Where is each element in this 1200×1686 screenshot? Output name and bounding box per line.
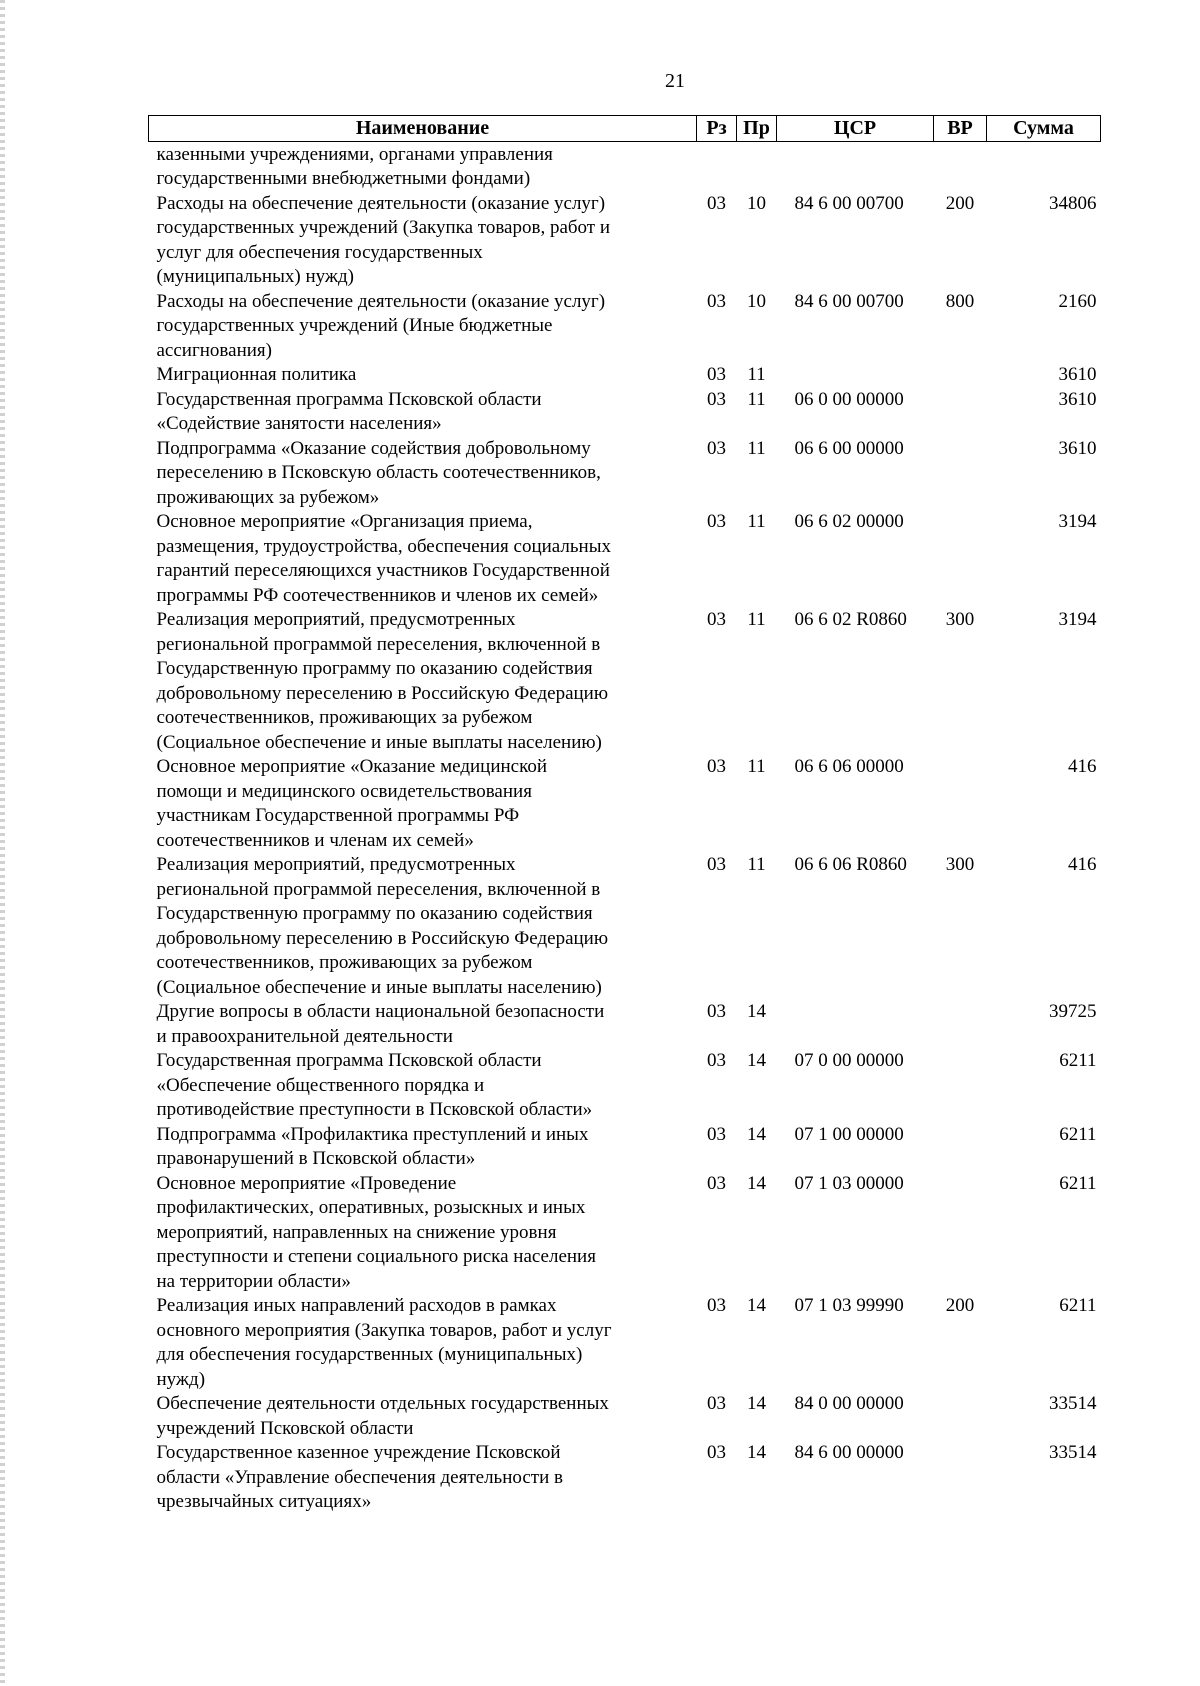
header-rz: Рз <box>697 116 737 142</box>
cell-name-line: соотечественников, проживающих за рубежом <box>156 707 533 728</box>
cell-rz <box>697 437 737 511</box>
cell-rz <box>697 1294 737 1392</box>
cell-rz <box>697 388 737 437</box>
cell-name <box>149 437 697 511</box>
cell-name-line: соотечественников, проживающих за рубежом <box>156 952 533 973</box>
cell-name-line: Государственную программу по оказанию содействия <box>156 658 593 679</box>
cell-vr <box>934 1000 987 1049</box>
cell-csr-line: 06 0 00 00000 <box>794 388 904 410</box>
cell-name-line: Подпрограмма «Профилактика преступлений и иных <box>156 1123 589 1145</box>
cell-sum-line: 6211 <box>1059 1295 1097 1316</box>
cell-vr <box>934 510 987 608</box>
cell-rz-line: 03 <box>707 1050 726 1071</box>
cell-sum <box>987 1172 1101 1295</box>
cell-rz-line: 03 <box>707 437 726 459</box>
table-row <box>149 1172 1101 1295</box>
cell-pr <box>737 437 777 511</box>
cell-pr <box>737 1441 777 1515</box>
cell-vr-line: 200 <box>945 192 975 214</box>
cell-name-line: Основное мероприятие «Оказание медицинской <box>156 756 548 777</box>
cell-sum-line: 6211 <box>1059 1172 1097 1194</box>
cell-rz-line: 03 <box>707 1001 726 1022</box>
cell-sum-line: 33514 <box>1049 1393 1097 1414</box>
cell-pr <box>737 1172 777 1295</box>
cell-name <box>149 1172 697 1295</box>
cell-sum-line: 6211 <box>1059 1050 1097 1071</box>
cell-name-line: помощи и медицинского освидетельствования <box>156 780 532 802</box>
cell-name <box>149 388 697 437</box>
cell-name-line: Другие вопросы в области национальной безопасности <box>156 1001 605 1022</box>
cell-sum-line: 33514 <box>1049 1442 1097 1463</box>
budget-table <box>148 115 1101 1515</box>
cell-name-line: гарантий переселяющихся участников Государственной <box>156 560 610 581</box>
table-row <box>149 1441 1101 1515</box>
cell-sum <box>987 510 1101 608</box>
cell-vr-line: 300 <box>945 609 975 630</box>
cell-name-line: казенными учреждениями, органами управления <box>156 143 553 165</box>
cell-sum <box>987 1000 1101 1049</box>
table-body <box>149 141 1101 1515</box>
table-row <box>149 1000 1101 1049</box>
header-name: Наименование <box>149 116 697 142</box>
cell-sum <box>987 1441 1101 1515</box>
cell-rz-line: 03 <box>707 388 726 410</box>
cell-sum <box>987 1392 1101 1441</box>
cell-rz <box>697 510 737 608</box>
table-row <box>149 608 1101 755</box>
cell-sum <box>987 388 1101 437</box>
cell-name-line: преступности и степени социального риска населения <box>156 1246 596 1267</box>
cell-name-line: мероприятий, направленных на снижение уровня <box>156 1221 557 1243</box>
cell-pr <box>737 608 777 755</box>
cell-rz <box>697 1123 737 1172</box>
cell-name-line: Реализация иных направлений расходов в рамках <box>156 1295 557 1316</box>
cell-pr <box>737 1000 777 1049</box>
cell-sum-line: 3194 <box>1058 609 1097 630</box>
cell-csr-line: 07 1 03 00000 <box>794 1172 904 1194</box>
cell-name-line: (муниципальных) нужд) <box>156 266 354 287</box>
cell-csr <box>777 1172 934 1295</box>
cell-name-line: услуг для обеспечения государственных <box>156 241 483 263</box>
cell-sum <box>987 192 1101 290</box>
cell-name-line: добровольному переселению в Российскую Федерацию <box>156 682 609 704</box>
cell-pr-line: 14 <box>747 1172 766 1194</box>
cell-name-line: для обеспечения государственных (муниципальных) <box>156 1344 583 1365</box>
table-row <box>149 388 1101 437</box>
cell-csr <box>777 1123 934 1172</box>
header-pr: Пр <box>737 116 777 142</box>
table-header <box>149 116 1101 142</box>
cell-sum <box>987 141 1101 192</box>
cell-name-line: области «Управление обеспечения деятельности в <box>156 1466 563 1488</box>
table-row <box>149 141 1101 192</box>
cell-name-line: Расходы на обеспечение деятельности (оказание услуг) <box>156 192 606 214</box>
cell-name-line: (Социальное обеспечение и иные выплаты населению) <box>156 731 602 753</box>
cell-rz <box>697 363 737 388</box>
cell-csr-line: 07 0 00 00000 <box>794 1050 904 1071</box>
cell-vr <box>934 1049 987 1123</box>
cell-csr <box>777 853 934 1000</box>
cell-csr <box>777 1441 934 1515</box>
cell-rz <box>697 1392 737 1441</box>
cell-sum-line: 34806 <box>1049 192 1097 214</box>
cell-rz <box>697 608 737 755</box>
cell-sum <box>987 1049 1101 1123</box>
cell-pr-line: 11 <box>747 854 766 875</box>
cell-pr-line: 14 <box>747 1442 766 1463</box>
cell-csr <box>777 1392 934 1441</box>
cell-name-line: Миграционная политика <box>156 364 357 385</box>
table-row <box>149 755 1101 853</box>
cell-csr <box>777 1000 934 1049</box>
cell-csr-line: 84 6 00 00700 <box>794 290 904 312</box>
cell-rz-line: 03 <box>707 1295 726 1316</box>
cell-rz <box>697 1441 737 1515</box>
cell-name <box>149 1441 697 1515</box>
cell-pr-line: 14 <box>747 1001 766 1022</box>
cell-name-line: (Социальное обеспечение и иные выплаты населению) <box>156 976 602 998</box>
table-row <box>149 853 1101 1000</box>
cell-vr <box>934 437 987 511</box>
cell-sum <box>987 1123 1101 1172</box>
cell-name-line: Государственное казенное учреждение Псковской <box>156 1442 561 1463</box>
cell-name-line: «Содействие занятости населения» <box>156 413 442 434</box>
cell-rz-line: 03 <box>707 1123 726 1145</box>
cell-sum <box>987 437 1101 511</box>
cell-name <box>149 1294 697 1392</box>
header-csr: ЦСР <box>777 116 934 142</box>
cell-sum-line: 3610 <box>1058 364 1097 385</box>
cell-name-line: профилактических, оперативных, розыскных и иных <box>156 1197 586 1218</box>
cell-name-line: переселению в Псковскую область соотечественников, <box>156 462 601 483</box>
cell-sum-line: 2160 <box>1058 290 1097 312</box>
cell-rz <box>697 1172 737 1295</box>
cell-sum <box>987 853 1101 1000</box>
cell-sum-line: 416 <box>1068 854 1097 875</box>
cell-pr <box>737 363 777 388</box>
cell-pr-line: 14 <box>747 1295 766 1316</box>
cell-sum <box>987 608 1101 755</box>
table-row <box>149 290 1101 364</box>
cell-pr <box>737 853 777 1000</box>
cell-csr-line: 06 6 02 00000 <box>794 511 904 532</box>
cell-name-line: ассигнования) <box>156 339 272 361</box>
cell-sum-line: 39725 <box>1049 1001 1097 1022</box>
cell-rz <box>697 1000 737 1049</box>
cell-name <box>149 363 697 388</box>
cell-csr-line: 06 6 02 R0860 <box>794 609 907 630</box>
cell-vr <box>934 608 987 755</box>
cell-csr-line: 06 6 00 00000 <box>794 437 904 459</box>
cell-csr-line: 07 1 00 00000 <box>794 1123 904 1145</box>
table-row <box>149 510 1101 608</box>
cell-name-line: добровольному переселению в Российскую Федерацию <box>156 927 609 949</box>
cell-csr <box>777 1294 934 1392</box>
cell-sum-line: 6211 <box>1059 1123 1097 1145</box>
cell-name-line: Обеспечение деятельности отдельных государственных <box>156 1393 609 1414</box>
cell-name <box>149 192 697 290</box>
table-row <box>149 1123 1101 1172</box>
cell-pr <box>737 192 777 290</box>
cell-csr-line: 84 6 00 00700 <box>794 192 904 214</box>
cell-csr <box>777 192 934 290</box>
cell-rz-line: 03 <box>707 511 726 532</box>
cell-vr <box>934 141 987 192</box>
scan-edge <box>0 0 5 1686</box>
cell-pr <box>737 1049 777 1123</box>
table-row <box>149 1294 1101 1392</box>
cell-name-line: региональной программой переселения, включенной в <box>156 878 601 900</box>
cell-rz-line: 03 <box>707 756 726 777</box>
cell-vr <box>934 1172 987 1295</box>
cell-pr-line: 11 <box>747 609 766 630</box>
cell-name-line: Расходы на обеспечение деятельности (оказание услуг) <box>156 290 606 312</box>
cell-pr-line: 11 <box>747 364 766 385</box>
cell-vr-line: 800 <box>945 290 975 312</box>
cell-rz-line: 03 <box>707 192 726 214</box>
cell-sum-line: 3610 <box>1058 388 1097 410</box>
cell-name <box>149 755 697 853</box>
cell-name-line: правонарушений в Псковской области» <box>156 1148 476 1169</box>
cell-name <box>149 290 697 364</box>
cell-csr <box>777 388 934 437</box>
cell-name-line: Государственную программу по оказанию содействия <box>156 903 593 924</box>
cell-rz-line: 03 <box>707 609 726 630</box>
cell-pr-line: 14 <box>747 1123 766 1145</box>
cell-sum <box>987 1294 1101 1392</box>
cell-vr <box>934 192 987 290</box>
cell-pr-line: 11 <box>747 756 766 777</box>
cell-csr-line: 06 6 06 00000 <box>794 756 904 777</box>
cell-name-line: Основное мероприятие «Организация приема, <box>156 511 533 532</box>
cell-vr <box>934 290 987 364</box>
cell-vr-line: 300 <box>945 854 975 875</box>
cell-name-line: размещения, трудоустройства, обеспечения социальных <box>156 535 611 557</box>
cell-name-line: Реализация мероприятий, предусмотренных <box>156 854 516 875</box>
cell-name-line: государственных учреждений (Иные бюджетные <box>156 315 553 336</box>
cell-sum <box>987 290 1101 364</box>
cell-sum <box>987 363 1101 388</box>
cell-pr-line: 11 <box>747 511 766 532</box>
cell-name-line: региональной программой переселения, включенной в <box>156 633 601 655</box>
cell-sum-line: 3610 <box>1058 437 1097 459</box>
cell-csr-line: 06 6 06 R0860 <box>794 854 907 875</box>
cell-name-line: нужд) <box>156 1368 206 1390</box>
cell-name-line: основного мероприятия (Закупка товаров, работ и услуг <box>156 1319 612 1341</box>
cell-name <box>149 1392 697 1441</box>
cell-csr <box>777 437 934 511</box>
cell-rz-line: 03 <box>707 364 726 385</box>
cell-rz-line: 03 <box>707 290 726 312</box>
cell-sum <box>987 755 1101 853</box>
cell-pr-line: 11 <box>747 437 766 459</box>
cell-name-line: «Обеспечение общественного порядка и <box>156 1074 485 1096</box>
page-number: 21 <box>665 70 685 92</box>
cell-csr-line: 84 6 00 00000 <box>794 1442 904 1463</box>
cell-pr <box>737 1294 777 1392</box>
cell-name <box>149 1049 697 1123</box>
cell-name <box>149 853 697 1000</box>
cell-pr <box>737 510 777 608</box>
cell-csr <box>777 755 934 853</box>
cell-rz-line: 03 <box>707 854 726 875</box>
cell-vr <box>934 1123 987 1172</box>
cell-pr <box>737 1392 777 1441</box>
cell-name-line: проживающих за рубежом» <box>156 486 380 508</box>
cell-rz <box>697 853 737 1000</box>
cell-name <box>149 141 697 192</box>
cell-pr-line: 11 <box>747 388 766 410</box>
cell-name-line: программы РФ соотечественников и членов их семей» <box>156 584 599 606</box>
cell-name-line: Государственная программа Псковской области <box>156 1050 542 1071</box>
table-row <box>149 363 1101 388</box>
cell-name-line: Подпрограмма «Оказание содействия добровольному <box>156 437 591 459</box>
cell-vr <box>934 1294 987 1392</box>
cell-csr <box>777 608 934 755</box>
cell-csr <box>777 363 934 388</box>
cell-name <box>149 510 697 608</box>
table-row <box>149 1392 1101 1441</box>
cell-rz <box>697 1049 737 1123</box>
cell-csr <box>777 141 934 192</box>
cell-sum-line: 416 <box>1068 756 1097 777</box>
cell-name-line: соотечественников и членам их семей» <box>156 829 474 851</box>
cell-name-line: Основное мероприятие «Проведение <box>156 1172 457 1194</box>
cell-csr-line: 84 0 00 00000 <box>794 1393 904 1414</box>
cell-name <box>149 1123 697 1172</box>
cell-rz-line: 03 <box>707 1442 726 1463</box>
cell-rz <box>697 290 737 364</box>
cell-vr <box>934 1441 987 1515</box>
cell-name-line: Государственная программа Псковской области <box>156 388 542 410</box>
cell-pr-line: 10 <box>747 290 766 312</box>
cell-rz <box>697 141 737 192</box>
cell-rz-line: 03 <box>707 1172 726 1194</box>
cell-pr <box>737 755 777 853</box>
cell-vr <box>934 388 987 437</box>
cell-name-line: участникам Государственной программы РФ <box>156 805 520 826</box>
cell-pr-line: 14 <box>747 1393 766 1414</box>
cell-sum-line: 3194 <box>1058 511 1097 532</box>
cell-pr <box>737 141 777 192</box>
cell-name-line: противодействие преступности в Псковской области» <box>156 1099 593 1120</box>
cell-pr-line: 14 <box>747 1050 766 1071</box>
table-row <box>149 192 1101 290</box>
cell-vr <box>934 363 987 388</box>
cell-csr-line: 07 1 03 99990 <box>794 1295 904 1316</box>
table-row <box>149 437 1101 511</box>
cell-csr <box>777 290 934 364</box>
cell-name-line: Реализация мероприятий, предусмотренных <box>156 609 516 630</box>
header-vr: ВР <box>934 116 987 142</box>
cell-name <box>149 1000 697 1049</box>
cell-vr-line: 200 <box>945 1295 975 1316</box>
header-sum: Сумма <box>987 116 1101 142</box>
cell-pr <box>737 290 777 364</box>
cell-rz <box>697 755 737 853</box>
cell-name-line: учреждений Псковской области <box>156 1417 414 1439</box>
cell-name <box>149 608 697 755</box>
cell-name-line: чрезвычайных ситуациях» <box>156 1491 372 1512</box>
cell-name-line: государственными внебюджетными фондами) <box>156 168 531 189</box>
cell-vr <box>934 755 987 853</box>
cell-csr <box>777 510 934 608</box>
cell-name-line: государственных учреждений (Закупка товаров, работ и <box>156 217 611 238</box>
cell-csr <box>777 1049 934 1123</box>
cell-pr <box>737 1123 777 1172</box>
cell-name-line: на территории области» <box>156 1270 351 1292</box>
cell-pr-line: 10 <box>747 192 766 214</box>
cell-name-line: и правоохранительной деятельности <box>156 1025 453 1047</box>
cell-rz <box>697 192 737 290</box>
cell-vr <box>934 853 987 1000</box>
cell-vr <box>934 1392 987 1441</box>
cell-rz-line: 03 <box>707 1393 726 1414</box>
cell-pr <box>737 388 777 437</box>
table-row <box>149 1049 1101 1123</box>
